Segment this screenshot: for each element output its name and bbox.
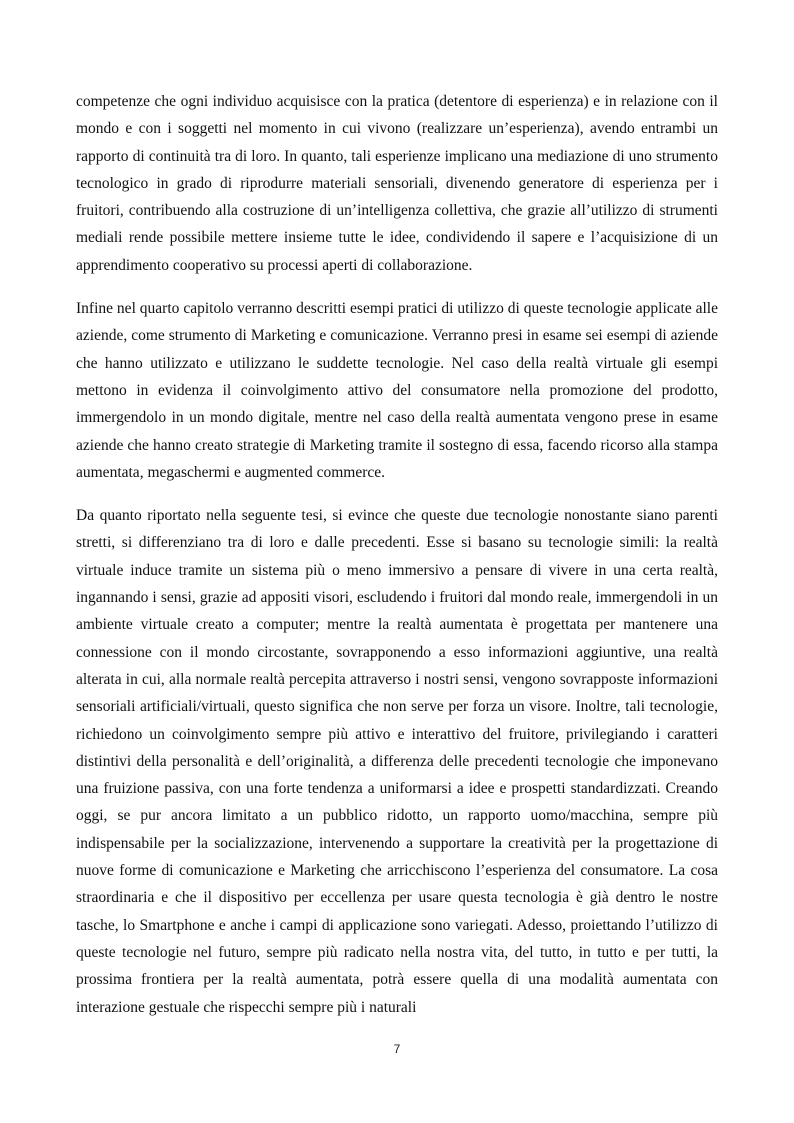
paragraph-2: Infine nel quarto capitolo verranno descritti esempi pratici di utilizzo di queste tecnologie applicate alle aziende, come strumento di Marketing e comunicazione. Verranno presi in esame sei esempi di aziende che hanno utilizzato e utilizzano le suddette tecnologie. Nel caso della realtà virtuale gli esempi mettono in evidenza il coinvolgimento attivo del consumatore nella promozione del prodotto, immergendolo in un mondo digitale, mentre nel caso della realtà aumentata vengono prese in esame aziende che hanno creato strategie di Marketing tramite il sostegno di essa, facendo ricorso alla stampa aumentata, megaschermi e augmented commerce. xyxy=(76,300,718,481)
body-text xyxy=(76,88,718,1037)
paragraph-1: competenze che ogni individuo acquisisce con la pratica (detentore di esperienza) e in relazione con il mondo e con i soggetti nel momento in cui vivono (realizzare un’esperienza), avendo entrambi un rapporto di continuità tra di loro. In quanto, tali esperienze implicano una mediazione di uno strumento tecnologico in grado di riprodurre materiali sensoriali, divenendo generatore di esperienza per i fruitori, contribuendo alla costruzione di un’intelligenza collettiva, che grazie all’utilizzo di strumenti mediali rende possibile mettere insieme tutte le idee, condividendo il sapere e l’acquisizione di un apprendimento cooperativo su processi aperti di collaborazione. xyxy=(76,93,718,274)
page-number: 7 xyxy=(393,1042,401,1056)
paragraph-3: Da quanto riportato nella seguente tesi, si evince che queste due tecnologie nonostante siano parenti stretti, si differenziano tra di loro e dalle precedenti. Esse si basano su tecnologie simili: la realtà virtuale induce tramite un sistema più o meno immersivo a pensare di vivere in una certa realtà, ingannando i sensi, grazie ad appositi visori, escludendo i fruitori dal mondo reale, immergendoli in un ambiente virtuale creato a computer; mentre la realtà aumentata è progettata per mantenere una connessione con il mondo circostante, sovrapponendo a esso informazioni aggiuntive, una realtà alterata in cui, alla normale realtà percepita attraverso i nostri sensi, vengono sovrapposte informazioni sensoriali artificiali/virtuali, questo significa che non serve per forza un visore. Inoltre, tali tecnologie, richiedono un coinvolgimento sempre più attivo e interattivo del fruitore, privilegiando i caratteri distintivi della personalità e dell’originalità, a differenza delle precedenti tecnologie che imponevano una fruizione passiva, con una forte tendenza a uniformarsi a idee e prospetti standardizzati. Creando oggi, se pur ancora limitato a un pubblico ridotto, un rapporto uomo/macchina, sempre più indispensabile per la socializzazione, intervenendo a supportare la creatività per la progettazione di nuove forme di comunicazione e Marketing che arricchiscono l’esperienza del consumatore. La cosa straordinaria e che il dispositivo per eccellenza per usare questa tecnologia è già dentro le nostre tasche, lo Smartphone e anche i campi di applicazione sono variegati. Adesso, proiettando l’utilizzo di queste tecnologie nel futuro, sempre più radicato nella nostra vita, del tutto, in tutto e per tutti, la prossima frontiera per la realtà aumentata, potrà essere quella di una modalità aumentata con interazione gestuale che rispecchi sempre più i naturali xyxy=(76,507,718,1016)
